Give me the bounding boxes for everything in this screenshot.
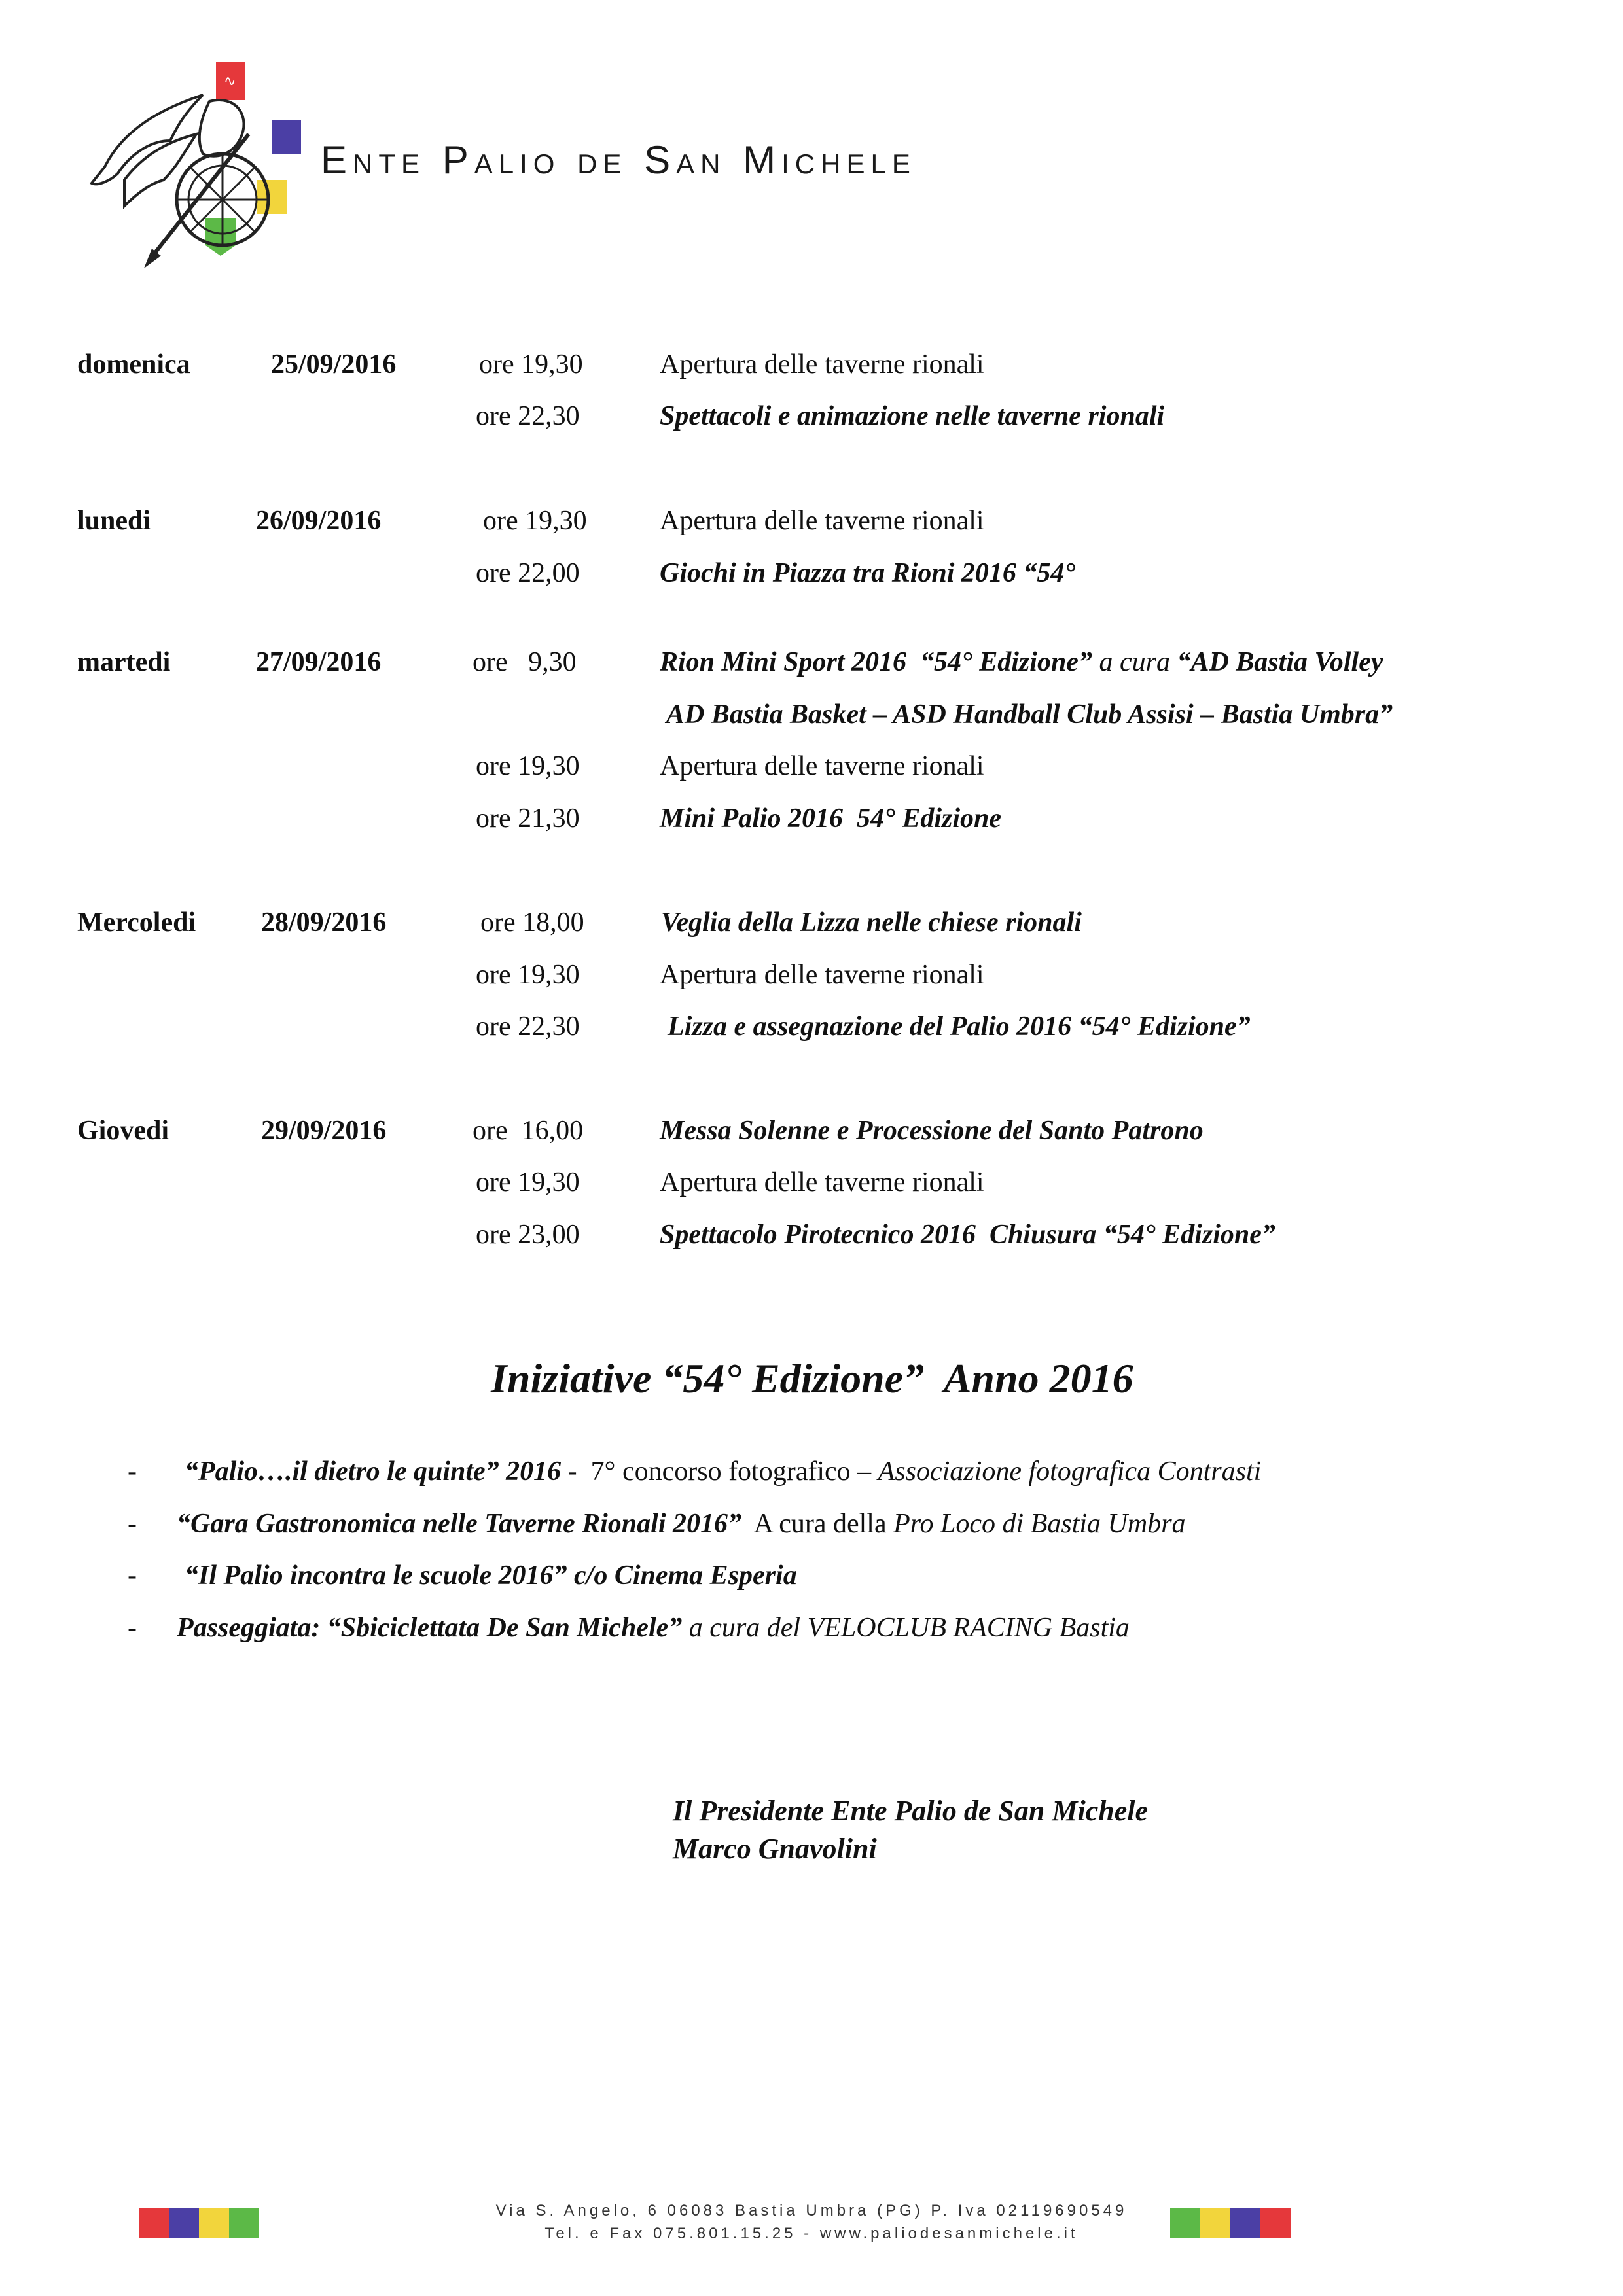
initiative-organizer: Pro Loco di Bastia Umbra (893, 1509, 1186, 1539)
schedule-event-title: Rion Mini Sport 2016 “54° Edizione” (660, 647, 1092, 677)
list-bullet: - (128, 1509, 137, 1539)
schedule-event: Messa Solenne e Processione del Santo Patrono (660, 1116, 1204, 1146)
schedule-event-organizer: “AD Bastia Volley (1177, 647, 1383, 677)
signature-role: Il Presidente Ente Palio de San Michele (673, 1795, 1148, 1827)
logo (79, 56, 301, 272)
footer-swatch-yellow (1200, 2208, 1230, 2238)
schedule-time: ore 19,30 (476, 1167, 580, 1197)
logo-flag-blue (272, 120, 301, 154)
schedule-time: ore 23,00 (476, 1220, 580, 1250)
initiative-organizer: a cura del VELOCLUB RACING Bastia (682, 1613, 1130, 1643)
footer-swatch-green (1170, 2208, 1200, 2238)
schedule-time: ore 9,30 (473, 647, 577, 677)
schedule-time: ore 22,00 (476, 558, 580, 588)
list-item (185, 1456, 1261, 1487)
logo-flag-yellow (257, 180, 287, 214)
schedule-day: Giovedi (77, 1116, 169, 1146)
initiative-organizer: Associazione fotografica Contrasti (878, 1457, 1262, 1487)
initiative-name: “Gara Gastronomica nelle Taverne Rionali 2016” (177, 1509, 741, 1539)
schedule-event: Veglia della Lizza nelle chiese rionali (661, 908, 1082, 938)
schedule-event: Apertura delle taverne rionali (660, 960, 984, 990)
schedule-event: Spettacolo Pirotecnico 2016 Chiusura “54° Edizione” (660, 1220, 1275, 1250)
list-bullet: - (128, 1613, 137, 1643)
schedule-event: Apertura delle taverne rionali (660, 506, 984, 536)
schedule-event (660, 646, 1383, 678)
schedule-event: Apertura delle taverne rionali (660, 349, 984, 380)
footer-swatch-red (1260, 2208, 1291, 2238)
logo-emblem-icon (79, 56, 301, 272)
list-item (177, 1612, 1130, 1644)
initiatives-title: Iniziative “54° Edizione” Anno 2016 (491, 1355, 1133, 1402)
footer-address: Via S. Angelo, 6 06083 Bastia Umbra (PG) P. Iva 02119690549 (495, 2202, 1128, 2219)
schedule-event: Spettacoli e animazione nelle taverne rionali (660, 401, 1165, 431)
list-bullet: - (128, 1457, 137, 1487)
schedule-time: ore 21,30 (476, 804, 580, 834)
svg-text:∿: ∿ (224, 73, 236, 90)
schedule-date: 25/09/2016 (271, 349, 397, 380)
footer-colorbar-right (1170, 2208, 1291, 2238)
schedule-time: ore 18,00 (480, 908, 584, 938)
schedule-time: ore 16,00 (473, 1116, 584, 1146)
schedule-event-continuation: AD Bastia Basket – ASD Handball Club Assisi – Bastia Umbra” (666, 699, 1393, 730)
schedule-event-connector: a cura (1092, 647, 1177, 677)
schedule-event: Apertura delle taverne rionali (660, 1167, 984, 1197)
list-item (177, 1508, 1186, 1540)
initiative-name: Passeggiata: “Sbiciclettata De San Michele” (177, 1613, 683, 1643)
schedule-time: ore 19,30 (479, 349, 583, 380)
list-bullet: - (128, 1561, 137, 1591)
schedule-day: Mercoledi (77, 908, 196, 938)
footer-contact: Tel. e Fax 075.801.15.25 - www.paliodesanmichele.it (544, 2225, 1079, 2242)
schedule-time: ore 22,30 (476, 1012, 580, 1042)
schedule-date: 27/09/2016 (256, 647, 382, 677)
initiative-detail: A cura della (741, 1509, 894, 1539)
schedule-time: ore 19,30 (476, 960, 580, 990)
footer-swatch-blue (1230, 2208, 1260, 2238)
schedule-time: ore 19,30 (476, 751, 580, 781)
initiative-name: “Il Palio incontra le scuole 2016” c/o Cinema Esperia (185, 1561, 797, 1591)
schedule-event: Lizza e assegnazione del Palio 2016 “54° Edizione” (668, 1012, 1251, 1042)
schedule-time: ore 19,30 (483, 506, 587, 536)
schedule-event: Apertura delle taverne rionali (660, 751, 984, 781)
schedule-day: domenica (77, 349, 190, 380)
list-item (185, 1560, 797, 1591)
schedule-date: 28/09/2016 (261, 908, 387, 938)
schedule-event: Giochi in Piazza tra Rioni 2016 “54° (660, 558, 1076, 588)
signature-name: Marco Gnavolini (673, 1833, 877, 1865)
schedule-event: Mini Palio 2016 54° Edizione (660, 804, 1002, 834)
schedule-date: 29/09/2016 (261, 1116, 387, 1146)
initiative-detail: - 7° concorso fotografico – (561, 1457, 878, 1487)
schedule-date: 26/09/2016 (256, 506, 382, 536)
schedule-day: lunedi (77, 506, 151, 536)
schedule-time: ore 22,30 (476, 401, 580, 431)
initiative-name: “Palio….il dietro le quinte” 2016 (185, 1457, 562, 1487)
logo-flag-green (205, 218, 236, 256)
schedule-day: martedi (77, 647, 171, 677)
organization-name: Ente Palio de San Michele (321, 138, 916, 182)
